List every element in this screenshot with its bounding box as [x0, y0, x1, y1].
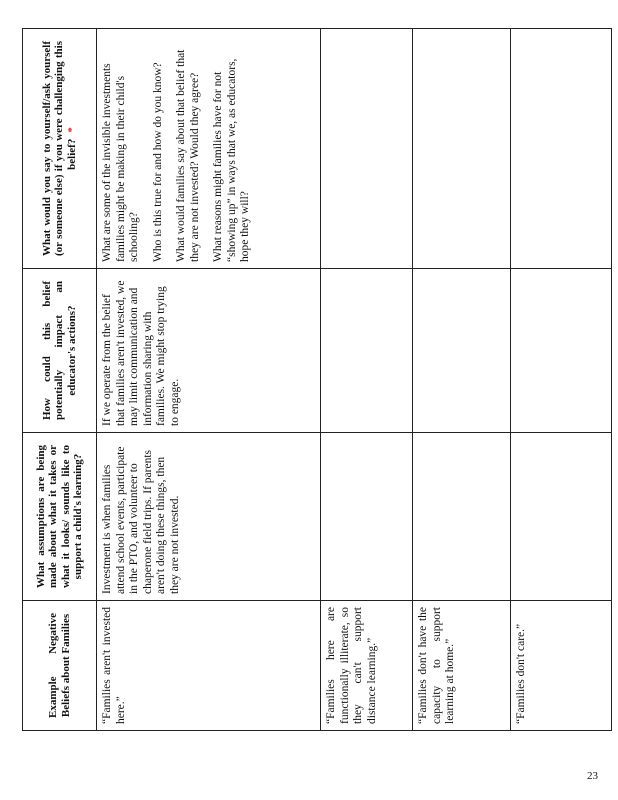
- page-number: 23: [587, 770, 598, 782]
- assumptions-cell: [413, 433, 511, 601]
- challenge-question: Who is this true for and how do you know?: [151, 62, 164, 262]
- table-header-row: [23, 29, 97, 731]
- impact-cell: If we operate from the belief that families aren't invested, we may limit communication and information sharing with families. We might stop trying to engage.: [97, 269, 321, 433]
- belief-text: “Families don't have the capacity to support learning at home.”: [417, 607, 456, 724]
- challenge-question: What would families say about that belief that they are not invested? Would they agree?: [175, 49, 201, 262]
- assumptions-cell: Investment is when families attend school events, participate in the PTO, and volunteer to chaperone field trips. If parents aren't doing these things, then they are not invested.: [97, 433, 321, 601]
- assumptions-cell: [511, 433, 612, 601]
- assumptions-cell: [321, 433, 413, 601]
- challenge-question: What reasons might families have for not “showing up” in ways that we, as educators, hope they will?: [212, 58, 251, 262]
- table-row: [97, 29, 321, 731]
- required-asterisk: *: [65, 127, 78, 133]
- belief-cell: [321, 601, 413, 731]
- challenge-cell: [321, 29, 413, 269]
- impact-cell: [413, 269, 511, 433]
- belief-text: “Families here are functionally illiterate, so they can't support distance learning.”: [325, 607, 378, 724]
- challenge-cell: [413, 29, 511, 269]
- challenge-question: What are some of the invisible investments families might be making in their child's schooling?: [101, 63, 140, 262]
- table-row: [413, 29, 511, 731]
- header-challenge: What would you say to yourself/ask yourself (or someone else) if you were challenging this belief?*: [23, 29, 97, 269]
- table-row: [511, 29, 612, 731]
- header-assumptions: What assumptions are being made about what it takes or what it looks/ sounds like to support a child's learning?: [23, 433, 97, 601]
- challenge-cell: [97, 29, 321, 269]
- belief-text: “Families aren't invested here.”: [101, 607, 127, 724]
- header-negative-beliefs: Example Negative Beliefs about Families: [23, 601, 97, 731]
- impact-cell: [321, 269, 413, 433]
- belief-cell: [97, 601, 321, 731]
- belief-cell: [413, 601, 511, 731]
- belief-text: “Families don't care.”: [515, 623, 527, 724]
- impact-cell: [511, 269, 612, 433]
- challenge-cell: [511, 29, 612, 269]
- belief-cell: [511, 601, 612, 731]
- header-impact: How could this belief potentially impact an educator's actions?: [23, 269, 97, 433]
- table-row: [321, 29, 413, 731]
- beliefs-table: [22, 28, 612, 731]
- rotated-table-wrapper: [22, 29, 611, 731]
